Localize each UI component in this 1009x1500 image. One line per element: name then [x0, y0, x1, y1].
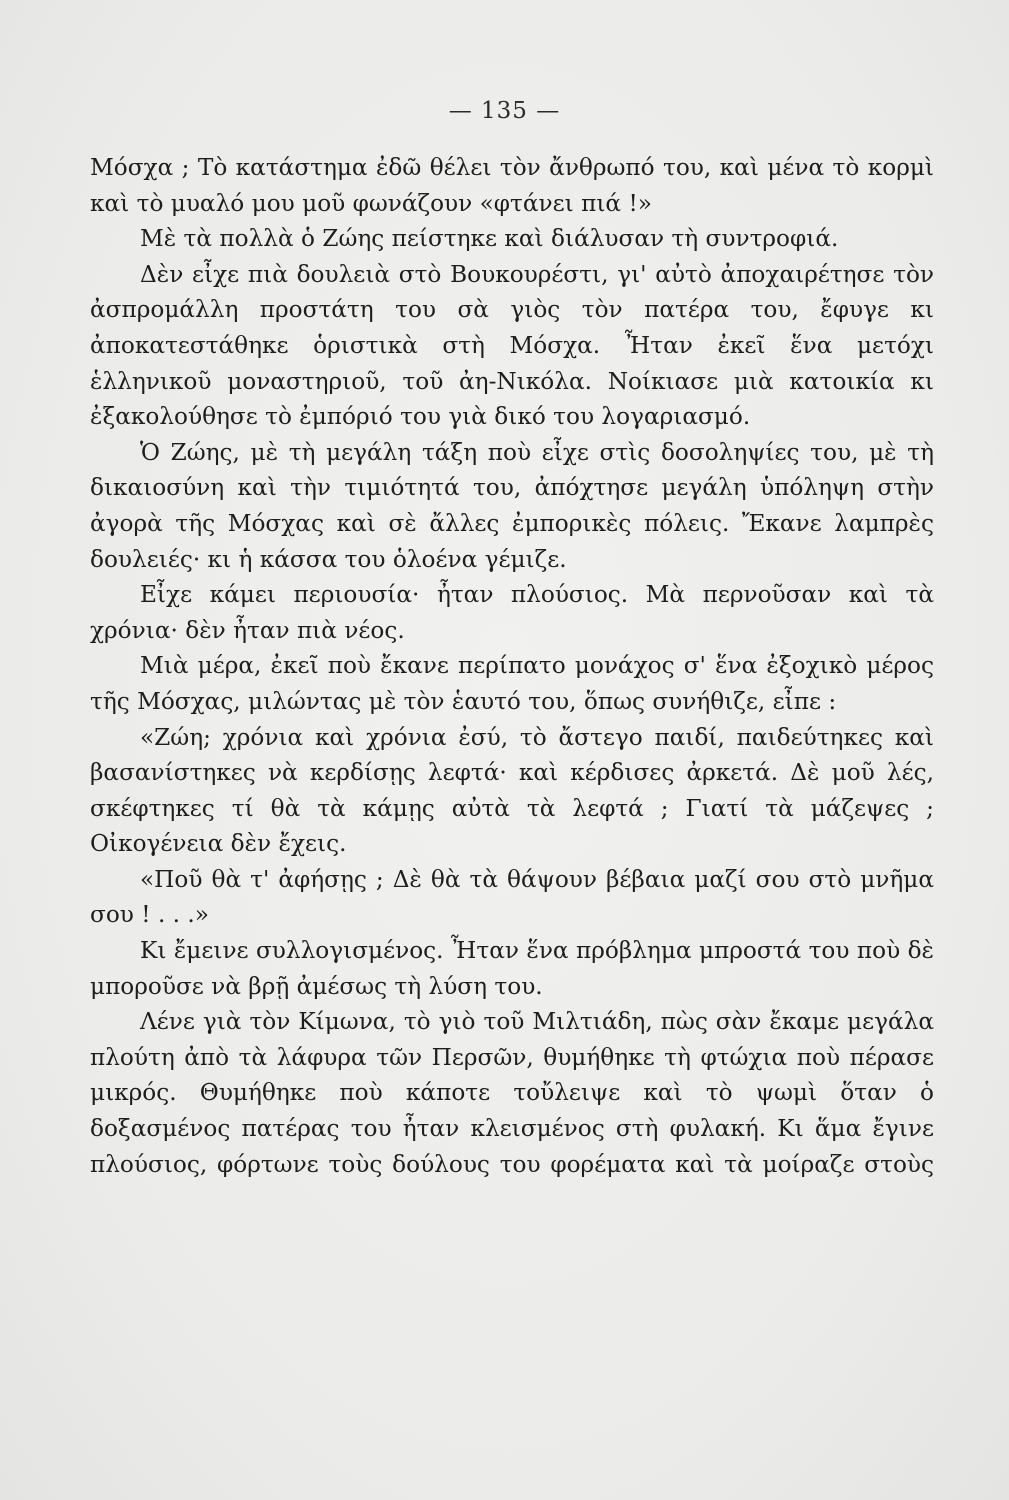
- paragraph-1: Μόσχα ; Τὸ κατάστημα ἐδῶ θέλει τὸν ἄνθρωπό του, καὶ μένα τὸ κορμὶ καὶ τὸ μυαλό μου μοῦ φωνάζουν «φτάνει πιά !»: [90, 154, 934, 217]
- paragraph-2: Μὲ τὰ πολλὰ ὁ Ζώης πείστηκε καὶ διάλυσαν τὴ συντροφιά.: [140, 225, 839, 253]
- paragraph-6: Μιὰ μέρα, ἐκεῖ ποὺ ἔκανε περίπατο μονάχος σ' ἕνα ἐξοχικὸ μέρος τῆς Μόσχας, μιλώντας μὲ τὸν ἑαυτό του, ὅπως συνήθιζε, εἶπε :: [90, 652, 934, 715]
- paragraph-4: Ὁ Ζώης, μὲ τὴ μεγάλη τάξη ποὺ εἶχε στὶς δοσοληψίες του, μὲ τὴ δικαιοσύνη καὶ τὴν τιμιότητά του, ἀπόχτησε μεγάλη ὑπόληψη στὴν ἀγορὰ τῆς Μόσχας καὶ σὲ ἄλλες ἐμπορικὲς πόλεις. Ἔκανε λαμπρὲς δουλειές· κι ἡ κάσσα του ὁλοένα γέμιζε.: [90, 438, 934, 573]
- paragraph-3: Δὲν εἶχε πιὰ δουλειὰ στὸ Βουκουρέστι, γι' αὐτὸ ἀποχαιρέτησε τὸν ἀσπρομάλλη προστάτη του σὰ γιὸς τὸν πατέρα του, ἔφυγε κι ἀποκατεστάθηκε ὁριστικὰ στὴ Μόσχα. Ἦταν ἐκεῖ ἕνα μετόχι ἑλληνικοῦ μοναστηριοῦ, τοῦ ἀη-Νικόλα. Νοίκιασε μιὰ κατοικία κι ἐξακολούθησε τὸ ἐμπόριό του γιὰ δικό του λογαριασμό.: [90, 260, 934, 431]
- paragraph-8: «Ποῦ θὰ τ' ἀφήσῃς ; Δὲ θὰ τὰ θάψουν βέβαια μαζί σου στὸ μνῆμα σου ! . . .»: [90, 865, 934, 929]
- paragraph-7: «Ζώη; χρόνια καὶ χρόνια ἐσύ, τὸ ἄστεγο παιδί, παιδεύτηκες καὶ βασανίστηκες νὰ κερδίσῃς λεφτά· καὶ κέρδισες ἀρκετά. Δὲ μοῦ λές, σκέφτηκες τί θὰ τὰ κάμῃς αὐτὰ τὰ λεφτά ; Γιατί τὰ μάζεψες ; Οἰκογένεια δὲν ἔχεις.: [90, 723, 934, 858]
- paragraph-5: Εἶχε κάμει περιουσία· ἦταν πλούσιος. Μὰ περνοῦσαν καὶ τὰ χρόνια· δὲν ἦταν πιὰ νέος.: [90, 581, 934, 644]
- page-number: — 135 —: [448, 98, 561, 124]
- paragraph-9: Κι ἔμεινε συλλογισμένος. Ἦταν ἕνα πρόβλημα μπροστά του ποὺ δὲ μποροῦσε νὰ βρῇ ἀμέσως τὴ λύση του.: [90, 937, 934, 1000]
- paragraph-10: Λένε γιὰ τὸν Κίμωνα, τὸ γιὸ τοῦ Μιλτιάδη, πὼς σὰν ἔκαμε μεγάλα πλούτη ἀπὸ τὰ λάφυρα τῶν Περσῶν, θυμήθηκε τὴ φτώχια ποὺ πέρασε μικρός. Θυμήθηκε ποὺ κάποτε τοὔλειψε καὶ τὸ ψωμὶ ὅταν ὁ δοξασμένος πατέρας του ἦταν κλεισμένος στὴ φυλακή. Κι ἅμα ἔγινε πλούσιος, φόρτωνε τοὺς δούλους του φορέματα καὶ τὰ μοίραζε στοὺς: [90, 1008, 934, 1178]
- page-body: [90, 150, 934, 1182]
